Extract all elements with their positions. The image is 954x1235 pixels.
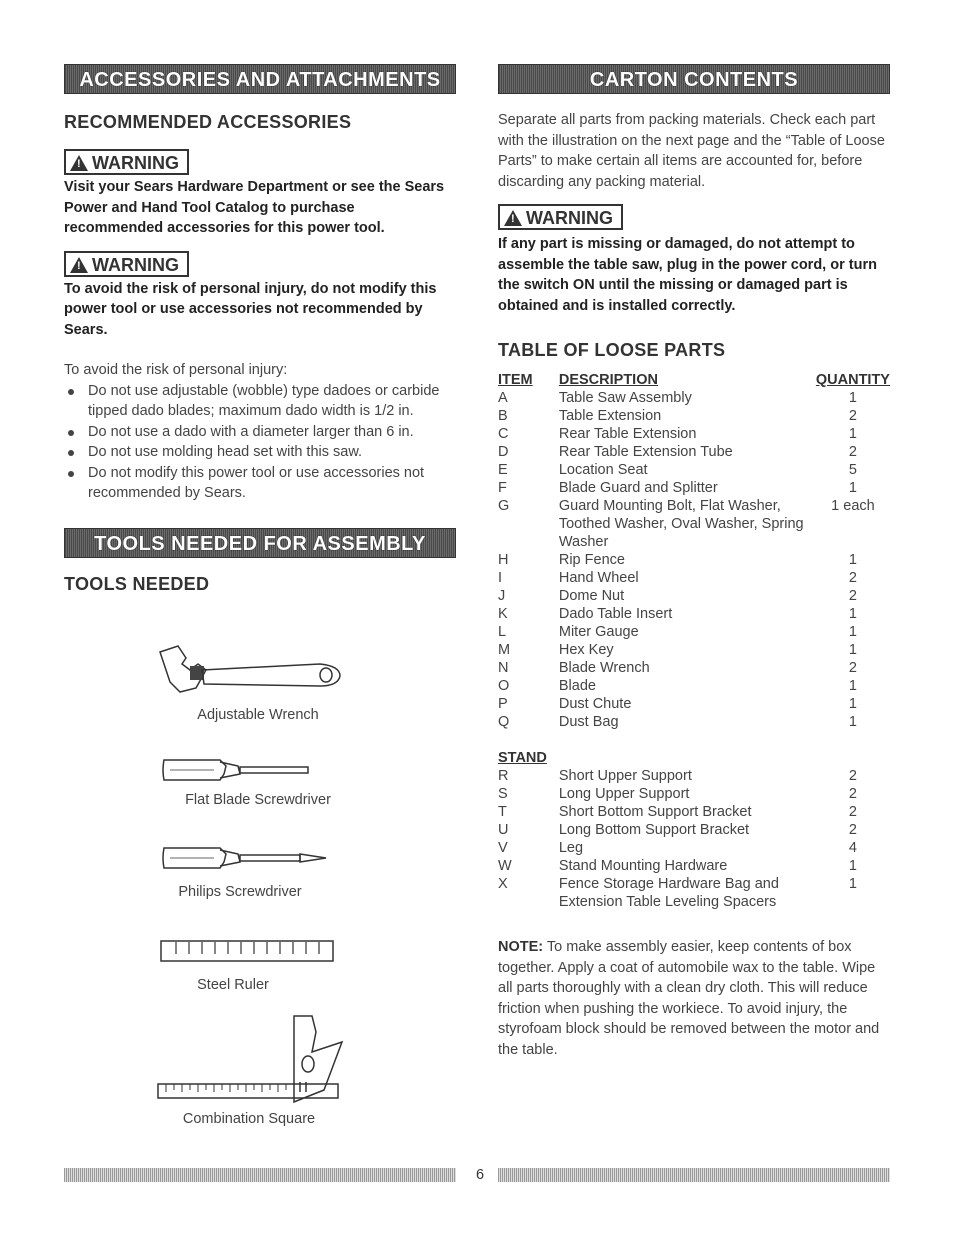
table-row [498, 839, 890, 857]
part-description: Blade Wrench [558, 660, 650, 676]
part-quantity: 2 [848, 444, 857, 460]
table-row [498, 605, 890, 623]
loose-parts-body [498, 389, 890, 731]
tools-banner: TOOLS NEEDED FOR ASSEMBLY [64, 528, 456, 558]
part-item-letter: I [498, 570, 503, 586]
part-description: Dome Nut [558, 588, 625, 604]
tool-adjustable-wrench [150, 640, 350, 705]
warning-label-3: !WARNING [498, 204, 623, 230]
part-item-letter: D [498, 444, 509, 460]
part-item-letter: E [498, 462, 508, 478]
table-row [498, 569, 890, 587]
part-quantity: 1 [848, 480, 857, 496]
table-row [498, 713, 890, 731]
table-row [498, 659, 890, 677]
part-quantity: 2 [848, 588, 857, 604]
phillips-screwdriver-icon [160, 842, 330, 874]
part-description: Short Upper Support [558, 768, 692, 784]
table-row [498, 695, 890, 713]
column-header-item: ITEM [498, 372, 533, 388]
part-description: Rear Table Extension Tube [558, 444, 733, 460]
list-item: Do not use adjustable (wobble) type dadoes or carbide tipped dado blades; maximum dado width is 1/2 in. [64, 381, 456, 422]
table-row [498, 803, 890, 821]
part-item-letter: A [498, 390, 508, 406]
loose-parts-table [498, 371, 890, 911]
part-item-letter: M [498, 642, 511, 658]
part-description: Long Bottom Support Bracket [558, 822, 750, 838]
table-row [498, 407, 890, 425]
warning-label-1: !WARNING [64, 149, 189, 175]
part-description: Rear Table Extension [558, 426, 697, 442]
table-row [498, 479, 890, 497]
warning-triangle-icon [70, 155, 88, 171]
part-description: Hand Wheel [558, 570, 639, 586]
part-item-letter: G [498, 498, 510, 514]
part-description: Dust Chute [558, 696, 632, 712]
part-quantity: 1 [848, 678, 857, 694]
part-description: Miter Gauge [558, 624, 639, 640]
table-row [498, 551, 890, 569]
table-row [498, 857, 890, 875]
table-row [498, 785, 890, 803]
warning-text-3: If any part is missing or damaged, do not attempt to assemble the table saw, plug in the power cord, or turn the switch ON until the missing or damaged part is obtained and is installed correctly. [498, 236, 877, 314]
part-quantity: 4 [848, 840, 857, 856]
part-description: Short Bottom Support Bracket [558, 804, 752, 820]
footer-bar-left [64, 1168, 456, 1182]
stand-heading-row [498, 731, 890, 767]
tool-caption: Combination Square [182, 1111, 316, 1127]
part-item-letter: Q [498, 714, 510, 730]
list-item: Do not modify this power tool or use accessories not recommended by Sears. [64, 463, 456, 504]
flat-screwdriver-icon [160, 756, 320, 784]
part-quantity: 5 [848, 462, 857, 478]
part-item-letter: W [498, 858, 512, 874]
recommended-accessories-heading: RECOMMENDED ACCESSORIES [64, 112, 352, 132]
injury-intro: To avoid the risk of personal injury: [64, 362, 288, 378]
part-quantity: 1 [848, 426, 857, 442]
right-column [498, 64, 890, 1060]
part-description: Stand Mounting Hardware [558, 858, 728, 874]
loose-parts-heading: TABLE OF LOOSE PARTS [498, 340, 726, 360]
part-item-letter: H [498, 552, 509, 568]
table-row [498, 641, 890, 659]
tool-caption: Adjustable Wrench [197, 707, 319, 723]
part-description: Blade Guard and Splitter [558, 480, 718, 496]
stand-parts-body [498, 767, 890, 911]
part-description: Leg [558, 840, 584, 856]
part-item-letter: O [498, 678, 510, 694]
tool-caption: Philips Screwdriver [178, 884, 302, 900]
note-text: To make assembly easier, keep contents of box together. Apply a coat of automobile wax to the table. Wipe all parts thoroughly with a clean dry cloth. This will reduce friction when pushing the workiece. To avoid injury, the styrofoam block should be removed between the motor and the table. [498, 939, 880, 1058]
part-quantity: 1 [848, 606, 857, 622]
part-quantity: 1 [848, 642, 857, 658]
table-row [498, 497, 890, 551]
part-item-letter: S [498, 786, 508, 802]
table-row [498, 821, 890, 839]
tool-caption: Steel Ruler [197, 977, 269, 993]
part-description: Guard Mounting Bolt, Flat Washer, Toothed Washer, Oval Washer, Spring Washer [558, 498, 804, 550]
table-row [498, 587, 890, 605]
tool-caption: Flat Blade Screwdriver [185, 792, 331, 808]
part-description: Hex Key [558, 642, 614, 658]
part-description: Long Upper Support [558, 786, 690, 802]
warning-text-2: To avoid the risk of personal injury, do not modify this power tool or use accessories not recommended by Sears. [64, 280, 437, 338]
part-quantity: 2 [848, 804, 857, 820]
part-description: Location Seat [558, 462, 648, 478]
part-item-letter: V [498, 840, 508, 856]
column-header-description: DESCRIPTION [558, 372, 658, 388]
column-header-quantity: QUANTITY [815, 372, 890, 388]
part-quantity: 2 [848, 786, 857, 802]
part-quantity: 1 each [831, 498, 875, 514]
part-description: Table Extension [558, 408, 662, 424]
part-quantity: 1 [848, 390, 857, 406]
part-item-letter: R [498, 768, 509, 784]
part-item-letter: P [498, 696, 508, 712]
warning-text-1: Visit your Sears Hardware Department or see the Sears Power and Hand Tool Catalog to purchase recommended accessories for this power tool. [64, 179, 445, 236]
part-quantity: 2 [848, 570, 857, 586]
table-row [498, 767, 890, 785]
stand-heading-row-group [498, 731, 890, 767]
adjustable-wrench-icon [150, 640, 350, 700]
part-description: Table Saw Assembly [558, 390, 692, 406]
tool-flat-screwdriver [160, 756, 320, 789]
table-row [498, 623, 890, 641]
part-item-letter: N [498, 660, 509, 676]
carton-intro: Separate all parts from packing materials. Check each part with the illustration on the next page and the “Table of Loose Parts” to make certain all items are accounted for, before discarding any packing material. [498, 112, 885, 190]
part-quantity: 1 [848, 714, 857, 730]
list-item: Do not use a dado with a diameter larger than 6 in. [64, 422, 456, 443]
warning-triangle-icon [70, 257, 88, 273]
list-item: Do not use molding head set with this saw. [64, 442, 456, 463]
part-quantity: 1 [848, 552, 857, 568]
part-description: Dado Table Insert [558, 606, 673, 622]
part-item-letter: U [498, 822, 509, 838]
steel-ruler-icon [160, 940, 336, 962]
part-item-letter: X [498, 876, 508, 892]
part-quantity: 2 [848, 768, 857, 784]
table-row [498, 425, 890, 443]
table-row [498, 389, 890, 407]
footer-bar-right [498, 1168, 890, 1182]
table-row [498, 443, 890, 461]
left-column [64, 64, 456, 595]
part-quantity: 1 [848, 858, 857, 874]
accessories-banner: ACCESSORIES AND ATTACHMENTS [64, 64, 456, 94]
table-row [498, 461, 890, 479]
warning-triangle-icon [504, 210, 522, 226]
note-label: NOTE: [498, 939, 544, 955]
part-description: Dust Bag [558, 714, 619, 730]
part-description: Blade [558, 678, 596, 694]
carton-contents-banner: CARTON CONTENTS [498, 64, 890, 94]
warning-label-2: !WARNING [64, 251, 189, 277]
part-description: Rip Fence [558, 552, 625, 568]
table-row [498, 875, 890, 911]
tools-needed-heading: TOOLS NEEDED [64, 573, 210, 594]
part-quantity: 1 [848, 624, 857, 640]
part-quantity: 2 [848, 822, 857, 838]
part-quantity: 1 [848, 696, 857, 712]
part-item-letter: K [498, 606, 508, 622]
part-quantity: 2 [848, 660, 857, 676]
tool-combination-square [156, 1012, 356, 1127]
stand-heading: STAND [498, 750, 547, 766]
part-item-letter: F [498, 480, 507, 496]
part-item-letter: C [498, 426, 509, 442]
page-number: 6 [475, 1167, 485, 1183]
part-item-letter: J [498, 588, 506, 604]
table-header-row [498, 371, 890, 389]
safety-bullet-list [64, 381, 456, 504]
tool-steel-ruler [160, 940, 336, 967]
part-quantity: 2 [848, 408, 857, 424]
part-item-letter: L [498, 624, 507, 640]
part-description: Fence Storage Hardware Bag and Extension Table Leveling Spacers [558, 876, 779, 910]
part-quantity: 1 [848, 876, 857, 892]
part-item-letter: T [498, 804, 507, 820]
combination-square-icon [156, 1012, 356, 1122]
part-item-letter: B [498, 408, 508, 424]
tool-phillips-screwdriver [160, 842, 330, 879]
table-row [498, 677, 890, 695]
assembly-note [498, 937, 890, 1060]
